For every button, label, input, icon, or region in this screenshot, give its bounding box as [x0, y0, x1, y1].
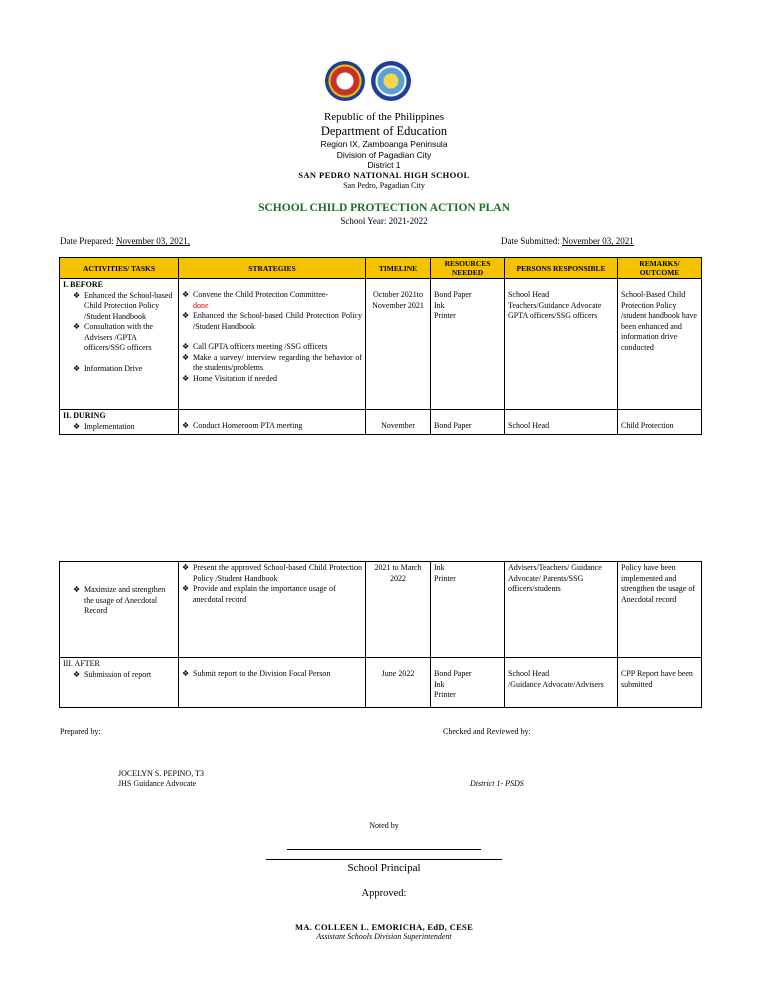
prepared-by-label: Prepared by: — [60, 727, 101, 736]
before-strategy-3: Call GPTA officers meeting /SSG officers — [193, 342, 328, 351]
header-resources: RESOURCES NEEDED — [431, 258, 505, 279]
after-strategies-cell — [179, 658, 366, 708]
checked-by-label: Checked and Reviewed by: — [443, 727, 531, 736]
header-timeline: TIMELINE — [366, 258, 431, 279]
school-address: San Pedro, Pagadian City — [343, 181, 425, 190]
department-name: Department of Education — [320, 124, 448, 138]
bullet-icon: ❖ — [73, 421, 81, 431]
cont-strategy-1: Present the approved School-based Child Protection Policy /Student Handbook — [193, 563, 362, 583]
table-row-after — [60, 658, 702, 708]
bullet-icon: ❖ — [73, 669, 81, 679]
approver-name: MA. COLLEEN L. EMORICHA, EdD, CESE — [294, 922, 474, 932]
bullet-icon: ❖ — [182, 421, 190, 430]
division-name: Division of Pagadian City — [336, 150, 432, 160]
cont-persons: Advisers/Teachers/ Guidance Advocate/ Parents/SSG officers/students — [505, 562, 618, 658]
preparer-role: JHS Guidance Advocate — [118, 779, 197, 788]
noted-by-label: Noted by — [369, 821, 399, 830]
signature-line-1 — [287, 849, 481, 850]
bullet-icon: ❖ — [182, 669, 190, 678]
bullet-icon: ❖ — [182, 342, 190, 351]
district-name: District 1 — [367, 160, 401, 170]
bullet-icon: ❖ — [73, 585, 81, 594]
date-prepared-label: Date Prepared: — [60, 236, 114, 246]
before-remarks: School-Based Child Protection Policy /student handbook have been enhanced and information drive conducted — [618, 279, 702, 410]
before-person-3: GPTA officers/SSG officers — [508, 311, 598, 320]
date-prepared — [60, 236, 190, 246]
cont-activities-cell — [60, 562, 179, 658]
before-resource-3: Printer — [434, 311, 456, 320]
date-submitted — [501, 236, 634, 246]
cont-strategies-cell — [179, 562, 366, 658]
bullet-icon: ❖ — [182, 584, 190, 593]
after-activities-cell — [60, 658, 179, 708]
approver-role: Assistant Schools Division Superintendent — [316, 932, 452, 941]
action-plan-table — [59, 257, 702, 435]
section-before-label: I. BEFORE — [63, 280, 104, 289]
cont-strategy-2: Provide and explain the importance usage of anecdotal record — [193, 584, 336, 604]
header-strategies: STRATEGIES — [179, 258, 366, 279]
after-activity-1: Submission of report — [84, 669, 152, 679]
section-after-label: III. AFTER — [63, 659, 100, 668]
checker-role: District 1- PSDS — [470, 779, 524, 788]
after-remarks: CPP Report have been submitted — [618, 658, 702, 708]
during-activities-cell — [60, 410, 179, 435]
before-resources-cell — [431, 279, 505, 410]
header-persons: PERSONS RESPONSIBLE — [505, 258, 618, 279]
table-row-before — [60, 279, 702, 410]
date-prepared-value: November 03, 2021, — [115, 236, 190, 246]
header-activities: ACTIVITIES/ TASKS — [60, 258, 179, 279]
after-persons-cell — [505, 658, 618, 708]
during-strategies-cell — [179, 410, 366, 435]
before-strategy-2: Enhanced the School-based Child Protection Policy /Student Handbook — [193, 311, 362, 331]
during-timeline: November — [366, 410, 431, 435]
deped-seal-logo — [325, 61, 365, 101]
country-name: Republic of the Philippines — [323, 111, 445, 123]
action-plan-table-continued — [59, 561, 702, 708]
after-resource-2: Ink — [434, 679, 445, 689]
during-resource-1: Bond Paper — [431, 410, 505, 435]
cont-resources-cell — [431, 562, 505, 658]
before-strategy-1: Convene the Child Protection Committee- — [193, 290, 329, 299]
before-strategy-4: Make a survey/ interview regarding the behavior of the students/problems — [193, 352, 362, 372]
cont-timeline: 2021 to March 2022 — [366, 562, 431, 658]
after-timeline: June 2022 — [366, 658, 431, 708]
table-header-row — [60, 258, 702, 279]
date-submitted-value: November 03, 2021 — [562, 236, 634, 246]
before-strategies-cell — [179, 279, 366, 410]
before-person-1: School Head — [508, 290, 550, 299]
before-resource-2: Ink — [434, 300, 445, 310]
bullet-icon: ❖ — [182, 352, 190, 362]
principal-role: School Principal — [347, 862, 421, 874]
table-row-during — [60, 410, 702, 435]
cont-activity-1: Maximize and strengthen the usage of Anecdotal Record — [84, 585, 166, 615]
document-title: SCHOOL CHILD PROTECTION ACTION PLAN — [258, 202, 510, 214]
during-activity-1: Implementation — [84, 421, 135, 431]
bullet-icon: ❖ — [73, 322, 81, 331]
after-resource-1: Bond Paper — [434, 669, 472, 678]
before-resource-1: Bond Paper — [434, 290, 472, 299]
signature-line-2 — [266, 859, 502, 860]
after-resources-cell — [431, 658, 505, 708]
school-year: School Year: 2021-2022 — [340, 216, 428, 226]
during-remarks: Child Protection — [618, 410, 702, 435]
before-activities-cell — [60, 279, 179, 410]
bullet-icon: ❖ — [182, 311, 190, 320]
cont-remarks: Policy have been implemented and strengthen the usage of Anecdotal record — [618, 562, 702, 658]
bullet-icon: ❖ — [73, 290, 81, 300]
before-activity-3: Information Drive — [84, 363, 143, 373]
school-name: SAN PEDRO NATIONAL HIGH SCHOOL — [298, 170, 470, 180]
bullet-icon: ❖ — [73, 363, 81, 373]
before-person-2: Teachers/Guidance Advocate — [508, 300, 602, 310]
cont-resource-2: Printer — [434, 573, 456, 583]
before-strategy-5: Home Visitation if needed — [193, 373, 278, 383]
date-submitted-label: Date Submitted: — [501, 236, 560, 246]
bullet-icon: ❖ — [182, 373, 190, 383]
after-resource-3: Printer — [434, 690, 456, 699]
table-row-continued — [60, 562, 702, 658]
done-mark: done — [193, 300, 209, 310]
before-activity-1: Enhanced the School-based Child Protection Policy /Student Handbook — [84, 290, 173, 321]
after-person-1: School Head — [508, 669, 550, 678]
approved-label: Approved: — [361, 888, 407, 899]
region-name: Region IX, Zamboanga Peninsula — [320, 139, 448, 149]
cont-resource-1: Ink — [434, 563, 445, 572]
before-activity-2: Consultation with the Advisers /GPTA officers/SSG officers — [84, 322, 153, 352]
header-remarks: REMARKS/ OUTCOME — [618, 258, 702, 279]
before-persons-cell — [505, 279, 618, 410]
during-strategy-1: Conduct Homeroom PTA meeting — [193, 421, 303, 430]
school-seal-logo — [371, 61, 411, 101]
preparer-name: JOCELYN S. PEPINO, T3 — [118, 769, 204, 778]
bullet-icon: ❖ — [182, 290, 190, 299]
section-during-label: II. DURING — [63, 411, 106, 420]
during-person-1: School Head — [505, 410, 618, 435]
bullet-icon: ❖ — [182, 563, 190, 572]
after-strategy-1: Submit report to the Division Focal Person — [193, 669, 331, 678]
after-person-2: /Guidance Advocate/Advisers — [508, 679, 604, 689]
before-timeline: October 2021to November 2021 — [366, 279, 431, 410]
